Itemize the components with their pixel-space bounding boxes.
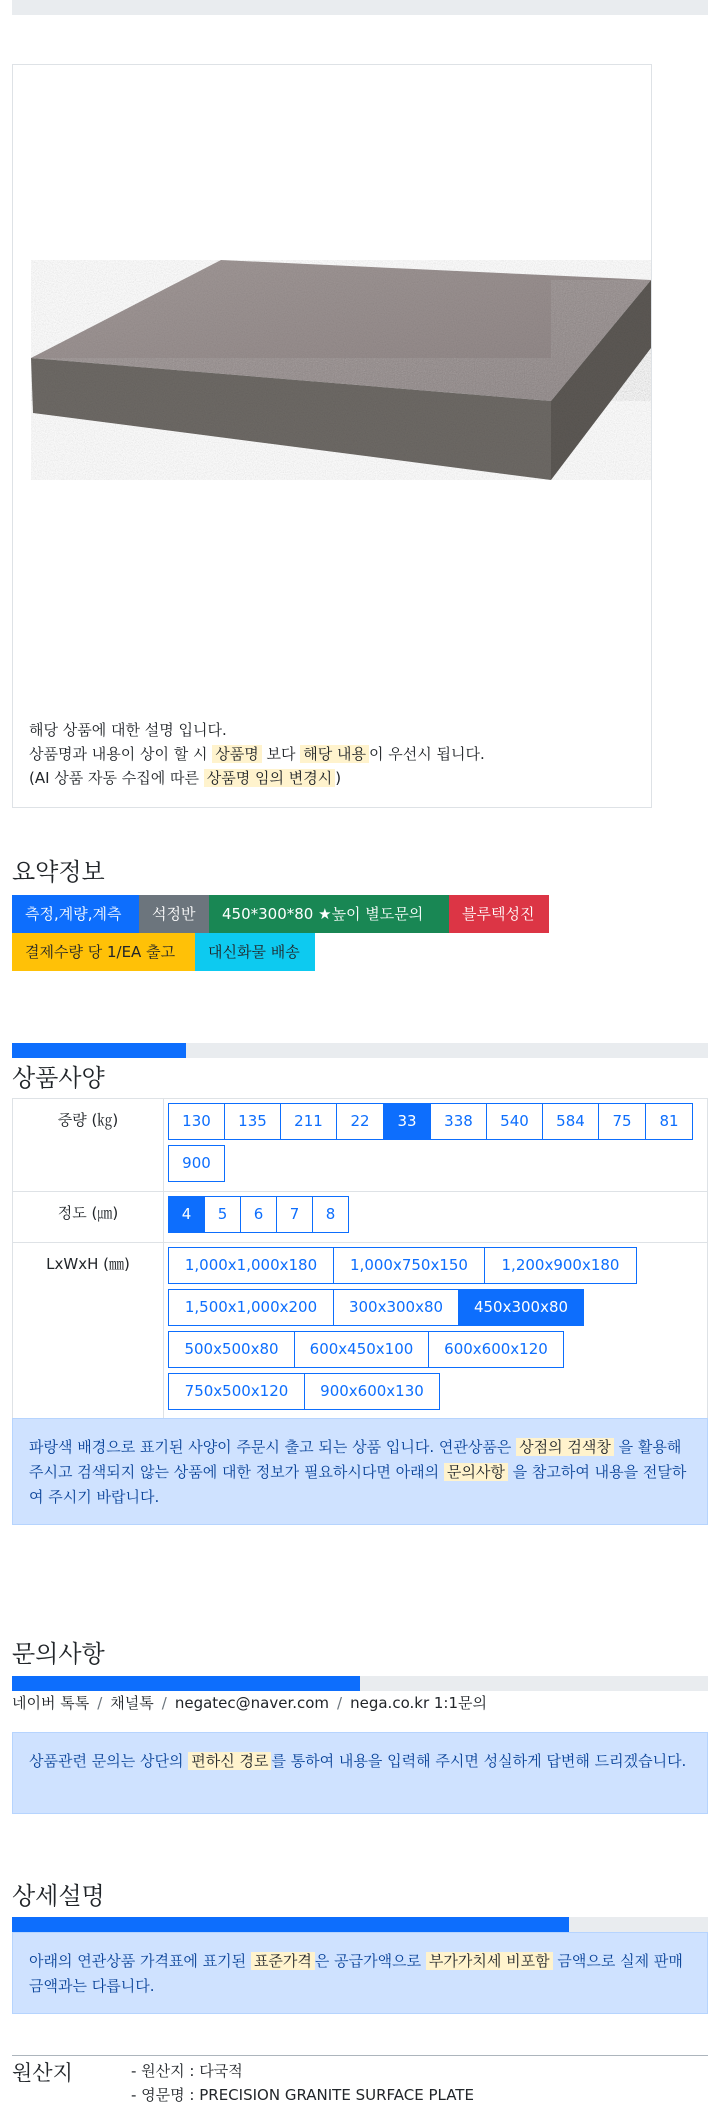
option-size-750x500x120[interactable]: 750x500x120 <box>168 1373 305 1410</box>
option-weight-540[interactable]: 540 <box>486 1103 543 1140</box>
detail-notice: 아래의 연관상품 가격표에 표기된 표준가격 은 공급가액으로 부가가치세 비포함 금액으로 실제 판매금액과는 다릅니다. <box>12 1932 708 2014</box>
product-image-card <box>12 64 652 808</box>
origin-item-country: - 원산지 : 다국적 <box>131 2062 243 2080</box>
option-size-1200x900x180[interactable]: 1,200x900x180 <box>484 1247 637 1284</box>
highlight-mark: 상품명 <box>212 745 261 763</box>
spec-notice: 파랑색 배경으로 표기된 사양이 주문시 출고 되는 상품 입니다. 연관상품은 상점의 검색창 을 활용해 주시고 검색되지 않는 상품에 대한 정보가 필요하시다면 아래의 문의사항 을 참고하여 내용을 전달하여 주시기 바랍니다. <box>12 1418 708 1525</box>
option-size-450x300x80[interactable]: 450x300x80 <box>458 1289 584 1326</box>
origin-label: 원산지 <box>12 2061 73 2085</box>
spec-table <box>12 1098 708 1419</box>
option-weight-584[interactable]: 584 <box>542 1103 599 1140</box>
inquiry-progress-fill <box>12 1676 360 1691</box>
option-accuracy-8[interactable]: 8 <box>312 1196 349 1233</box>
link-channel-talk[interactable]: 채널톡 <box>110 1694 154 1712</box>
option-size-900x600x130[interactable]: 900x600x130 <box>304 1373 440 1410</box>
option-size-600x600x120[interactable]: 600x600x120 <box>428 1331 564 1368</box>
highlight-mark: 해당 내용 <box>300 745 369 763</box>
spec-row-dimensions <box>13 1243 707 1419</box>
spec-label-weight: 중량 (㎏) <box>57 1111 119 1129</box>
link-separator: / <box>161 1694 167 1712</box>
option-accuracy-4[interactable]: 4 <box>168 1196 205 1233</box>
summary-title: 요약정보 <box>12 858 105 886</box>
highlight-mark: 상품명 임의 변경시 <box>204 769 335 787</box>
inquiry-notice: 상품관련 문의는 상단의 편하신 경로 를 통하여 내용을 입력해 주시면 성실하게 답변해 드리겠습니다. <box>12 1732 708 1814</box>
option-weight-22[interactable]: 22 <box>336 1103 384 1140</box>
detail-title: 상세설명 <box>12 1882 105 1910</box>
link-naver-talk[interactable]: 네이버 톡톡 <box>12 1694 90 1712</box>
spec-label-accuracy: 정도 (㎛) <box>57 1204 119 1222</box>
badge-category[interactable]: 측정,계량,계측 <box>12 895 139 933</box>
spec-title: 상품사양 <box>12 1064 105 1092</box>
badge-brand[interactable]: 블루텍성진 <box>449 895 549 933</box>
link-email[interactable]: negatec@naver.com <box>174 1694 330 1712</box>
badge-subcategory[interactable]: 석정반 <box>139 895 209 933</box>
spec-options-dimensions <box>163 1243 707 1418</box>
badge-shipping-qty[interactable]: 결제수량 당 1/EA 출고 <box>12 933 195 971</box>
spec-options-accuracy <box>163 1192 707 1242</box>
link-site-inquiry[interactable]: nega.co.kr 1:1문의 <box>350 1694 487 1712</box>
option-weight-130[interactable]: 130 <box>168 1103 225 1140</box>
desc-line-2: 상품명과 내용이 상이 할 시 상품명 보다 해당 내용 이 우선시 됩니다. <box>29 745 485 763</box>
option-weight-211[interactable]: 211 <box>280 1103 337 1140</box>
link-separator: / <box>97 1694 103 1712</box>
highlight-mark: 표준가격 <box>251 1952 315 1970</box>
option-weight-33[interactable]: 33 <box>383 1103 431 1140</box>
detail-progress-bar <box>12 1917 708 1932</box>
spec-label-dimensions: LxWxH (㎜) <box>46 1255 130 1273</box>
spec-progress-bar <box>12 1043 708 1058</box>
option-size-1500x1000x200[interactable]: 1,500x1,000x200 <box>168 1289 334 1326</box>
inquiry-title: 문의사항 <box>12 1640 105 1668</box>
contact-links <box>12 1692 487 1713</box>
product-description <box>29 718 485 790</box>
spec-row-accuracy <box>13 1192 707 1243</box>
option-accuracy-5[interactable]: 5 <box>204 1196 241 1233</box>
inquiry-progress-bar <box>12 1676 708 1691</box>
option-size-1000x750x150[interactable]: 1,000x750x150 <box>333 1247 485 1284</box>
option-weight-81[interactable]: 81 <box>645 1103 693 1140</box>
badge-delivery[interactable]: 대신화물 배송 <box>195 933 315 971</box>
desc-line-3: (AI 상품 자동 수집에 따른 상품명 임의 변경시 ) <box>29 769 342 787</box>
option-size-300x300x80[interactable]: 300x300x80 <box>333 1289 459 1326</box>
option-size-600x450x100[interactable]: 600x450x100 <box>294 1331 429 1368</box>
highlight-mark: 부가가치세 비포함 <box>426 1952 553 1970</box>
spec-options-weight <box>163 1099 707 1191</box>
option-accuracy-6[interactable]: 6 <box>240 1196 277 1233</box>
spec-row-weight <box>13 1099 707 1192</box>
origin-divider <box>12 2055 708 2056</box>
detail-progress-fill <box>12 1917 569 1932</box>
badge-size[interactable]: 450*300*80 ★높이 별도문의 <box>209 895 449 933</box>
link-separator: / <box>337 1694 343 1712</box>
granite-plate-image <box>31 258 651 488</box>
option-size-500x500x80[interactable]: 500x500x80 <box>168 1331 295 1368</box>
desc-line-1: 해당 상품에 대한 설명 입니다. <box>29 721 227 739</box>
highlight-mark: 상점의 검색창 <box>516 1438 614 1456</box>
option-size-1000x1000x180[interactable]: 1,000x1,000x180 <box>168 1247 334 1284</box>
origin-list <box>131 2059 474 2103</box>
option-accuracy-7[interactable]: 7 <box>276 1196 313 1233</box>
option-weight-75[interactable]: 75 <box>598 1103 646 1140</box>
highlight-mark: 편하신 경로 <box>188 1752 271 1770</box>
highlight-mark: 문의사항 <box>444 1463 508 1481</box>
option-weight-135[interactable]: 135 <box>224 1103 281 1140</box>
option-weight-338[interactable]: 338 <box>430 1103 487 1140</box>
spec-progress-fill <box>12 1043 186 1058</box>
top-bar <box>12 0 708 15</box>
option-weight-900[interactable]: 900 <box>168 1145 225 1182</box>
origin-item-english-name: - 영문명 : PRECISION GRANITE SURFACE PLATE <box>131 2086 474 2103</box>
